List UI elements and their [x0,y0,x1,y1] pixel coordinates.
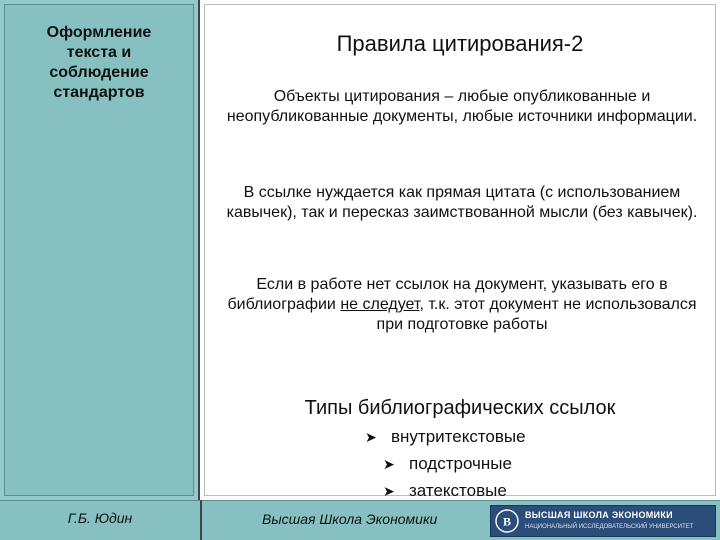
footer-divider [200,500,202,540]
rule-text-underlined: не следует [340,296,420,313]
types-heading: Типы библиографических ссылок [304,397,616,419]
arrow-bullet-icon: ➤ [383,483,395,499]
content-panel [204,4,716,500]
hse-logo [490,505,716,537]
type-label: внутритекстовые [391,427,526,446]
logo-text-sub: НАЦИОНАЛЬНЫЙ ИССЛЕДОВАТЕЛЬСКИЙ УНИВЕРСИТЕТ [525,524,694,530]
paragraph-bibliography-rule [219,275,705,335]
svg-text:В: В [502,514,512,529]
logo-text-main: ВЫСШАЯ ШКОЛА ЭКОНОМИКИ [525,510,673,520]
sidebar [0,0,200,540]
rule-text-end: , т.к. этот документ не использовался при подготовке работы [376,296,697,333]
sidebar-panel [4,4,194,496]
paragraph-citation-need: В ссылке нуждается как прямая цитата (с использованием кавычек), так и пересказ заимствованной мысли (без кавычек). [226,184,698,221]
arrow-bullet-icon: ➤ [383,456,395,472]
page-title: Правила цитирования-2 [336,31,584,56]
type-label: подстрочные [409,454,512,473]
type-label: затекстовые [409,481,507,500]
paragraph-citation-objects: Объекты цитирования – любые опубликованные и неопубликованные документы, любые источники информации. [226,88,698,125]
hse-emblem-icon [495,509,519,533]
arrow-bullet-icon: ➤ [365,429,377,445]
school-name: Высшая Школа Экономики [262,511,438,527]
section-title: Оформление текста и соблюдение стандартов [46,24,152,101]
list-item [383,481,507,501]
author-name: Г.Б. Юдин [67,510,133,526]
rule-text-start: Если в работе нет ссылок на документ, указывать его в библиографии [227,276,668,313]
list-item [365,427,526,447]
main-content [200,0,720,540]
list-item [383,454,512,474]
